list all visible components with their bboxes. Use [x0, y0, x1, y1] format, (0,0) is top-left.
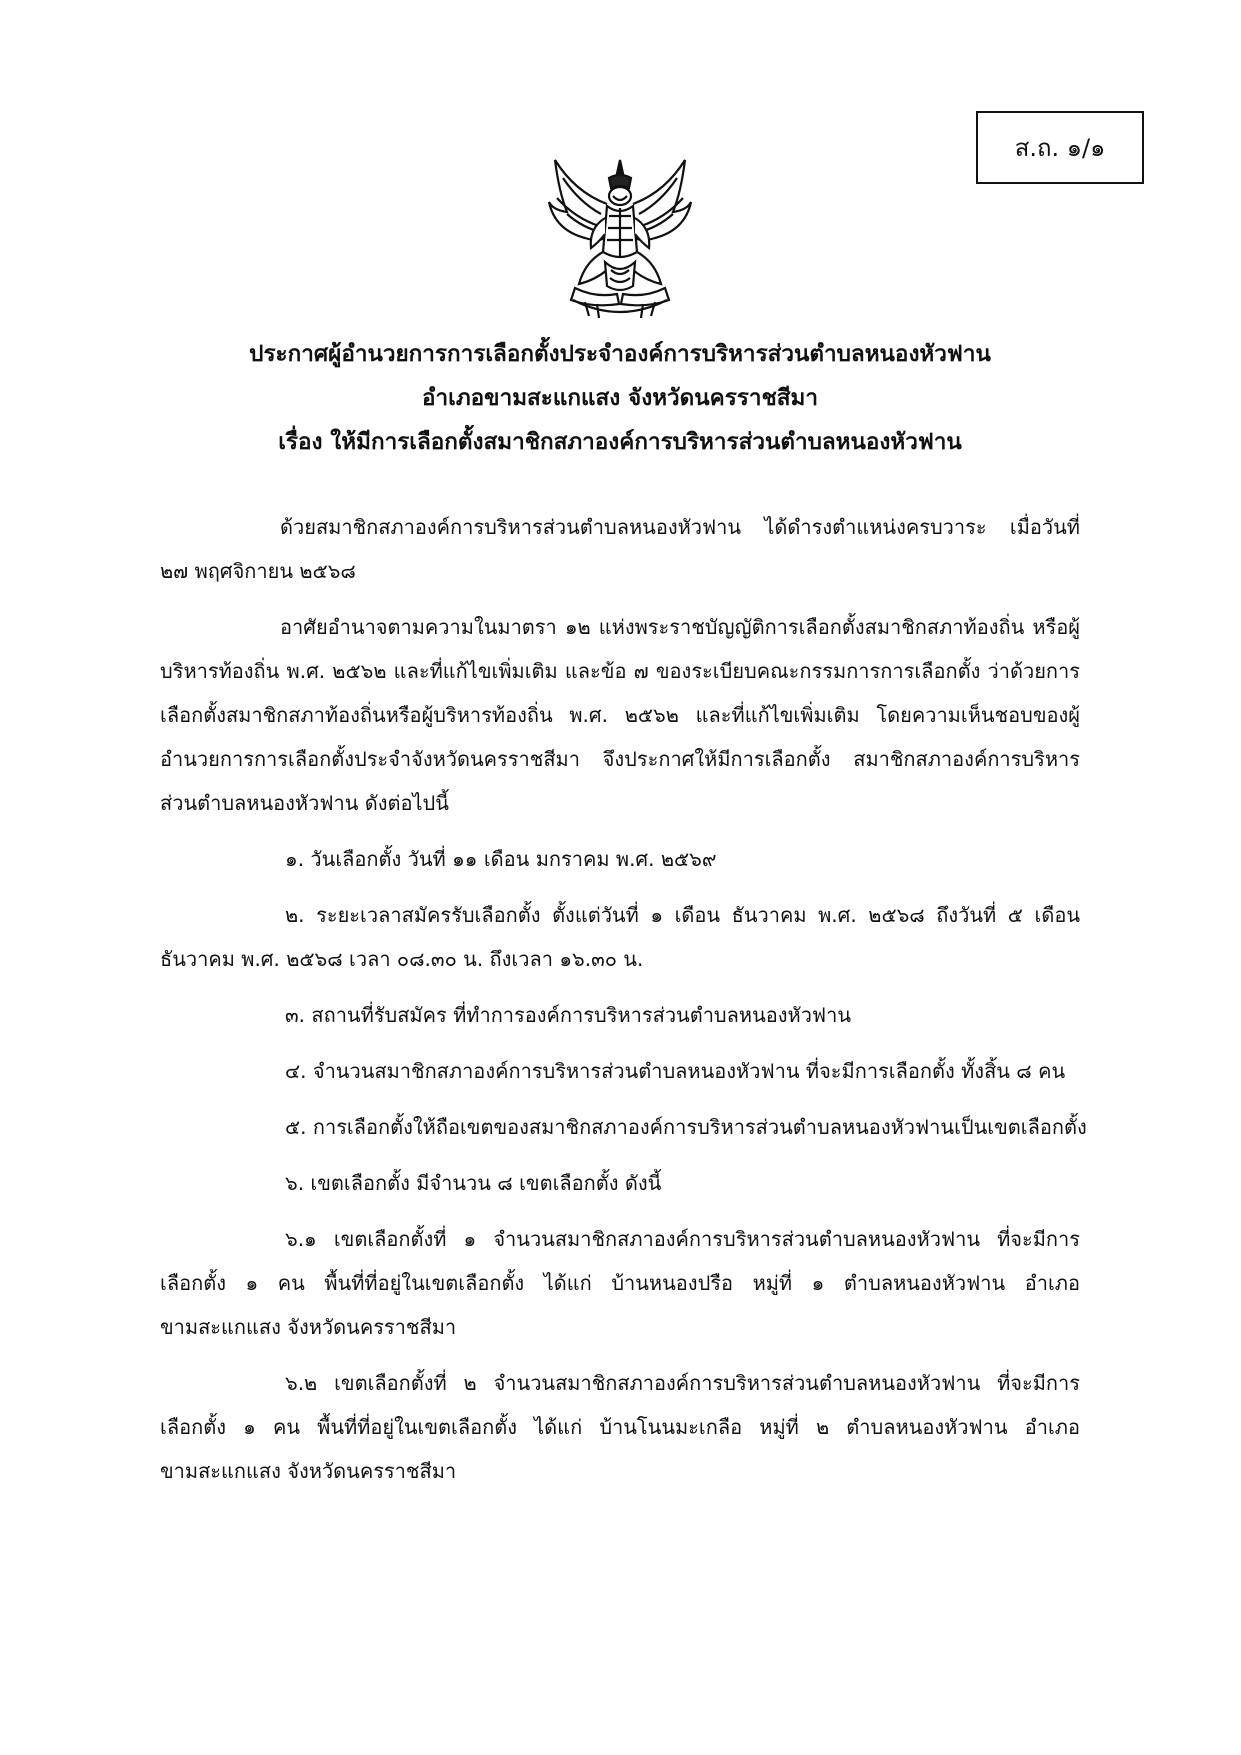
header-district: อำเภอขามสะแกแสง จังหวัดนครราชสีมา — [422, 385, 818, 411]
sub-item-constituency-2: ๖.๒ เขตเลือกตั้งที่ ๒ จำนวนสมาชิกสภาองค์การบริหารส่วนตำบลหนองหัวฟาน ที่จะมีการเลือกตั้ง ๑ คน พื้นที่ที่อยู่ในเขตเลือกตั้ง ได้แก่ บ้านโนนมะเกลือ หมู่ที่ ๒ ตำบลหนองหัวฟาน อำเภอขามสะแกแสง จังหวัดนครราชสีมา — [160, 1371, 1080, 1483]
announcement-header — [160, 332, 1080, 464]
item-member-count: ๔. จำนวนสมาชิกสภาองค์การบริหารส่วนตำบลหนองหัวฟาน ที่จะมีการเลือกตั้ง ทั้งสิ้น ๘ คน — [285, 1059, 1066, 1083]
item-registration-period: ๒. ระยะเวลาสมัครรับเลือกตั้ง ตั้งแต่วันที่ ๑ เดือน ธันวาคม พ.ศ. ๒๕๖๘ ถึงวันที่ ๕ เดือน ธันวาคม พ.ศ. ๒๕๖๘ เวลา ๐๘.๓๐ น. ถึงเวลา ๑๖.๓๐ น. — [160, 903, 1080, 971]
form-code-box — [976, 111, 1144, 184]
form-code: ส.ถ. ๑/๑ — [1014, 134, 1106, 162]
item-constituency-rule: ๕. การเลือกตั้งให้ถือเขตของสมาชิกสภาองค์การบริหารส่วนตำบลหนองหัวฟานเป็นเขตเลือกตั้ง — [285, 1115, 1087, 1139]
item-election-date: ๑. วันเลือกตั้ง วันที่ ๑๑ เดือน มกราคม พ.ศ. ๒๕๖๙ — [285, 847, 717, 871]
header-subject: เรื่อง ให้มีการเลือกตั้งสมาชิกสภาองค์การบริหารส่วนตำบลหนองหัวฟาน — [278, 429, 962, 455]
sub-item-constituency-1: ๖.๑ เขตเลือกตั้งที่ ๑ จำนวนสมาชิกสภาองค์การบริหารส่วนตำบลหนองหัวฟาน ที่จะมีการเลือกตั้ง ๑ คน พื้นที่ที่อยู่ในเขตเลือกตั้ง ได้แก่ บ้านหนองปรือ หมู่ที่ ๑ ตำบลหนองหัวฟาน อำเภอขามสะแกแสง จังหวัดนครราชสีมา — [160, 1227, 1080, 1339]
header-title: ประกาศผู้อำนวยการการเลือกตั้งประจำองค์การบริหารส่วนตำบลหนองหัวฟาน — [249, 341, 991, 367]
paragraph-term-end: ด้วยสมาชิกสภาองค์การบริหารส่วนตำบลหนองหัวฟาน ได้ดำรงตำแหน่งครบวาระ เมื่อวันที่ ๒๗ พฤศจิกายน ๒๕๖๘ — [160, 515, 1080, 583]
item-registration-place: ๓. สถานที่รับสมัคร ที่ทำการองค์การบริหารส่วนตำบลหนองหัวฟาน — [285, 1003, 851, 1027]
paragraph-legal-basis: อาศัยอำนาจตามความในมาตรา ๑๒ แห่งพระราชบัญญัติการเลือกตั้งสมาชิกสภาท้องถิ่น หรือผู้บริหารท้องถิ่น พ.ศ. ๒๕๖๒ และที่แก้ไขเพิ่มเติม และข้อ ๗ ของระเบียบคณะกรรมการการเลือกตั้ง ว่าด้วยการเลือกตั้งสมาชิกสภาท้องถิ่นหรือผู้บริหารท้องถิ่น พ.ศ. ๒๕๖๒ และที่แก้ไขเพิ่มเติม โดยความเห็นชอบของผู้อำนวยการการเลือกตั้งประจำจังหวัดนครราชสีมา จึงประกาศให้มีการเลือกตั้ง สมาชิกสภาองค์การบริหารส่วนตำบลหนองหัวฟาน ดังต่อไปนี้ — [160, 615, 1080, 815]
announcement-body — [160, 505, 1087, 1493]
garuda-emblem-icon — [545, 152, 695, 324]
item-constituency-count: ๖. เขตเลือกตั้ง มีจำนวน ๘ เขตเลือกตั้ง ดังนี้ — [285, 1171, 662, 1195]
